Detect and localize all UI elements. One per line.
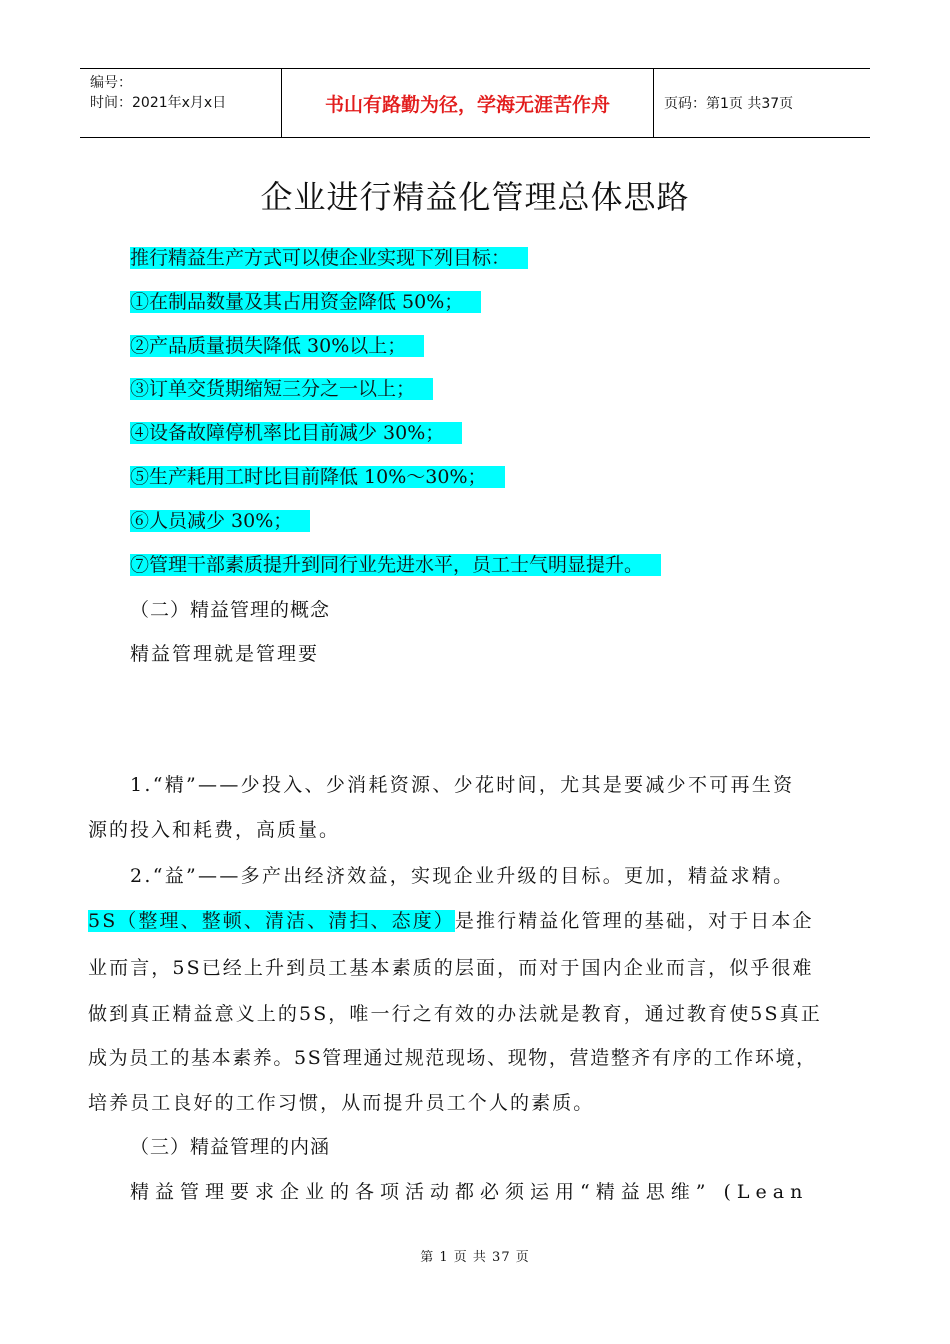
goal-item: ②产品质量损失降低 30%以上； [130, 332, 661, 361]
goal-item: 推行精益生产方式可以使企业实现下列目标： [130, 244, 661, 273]
page-header [80, 68, 870, 138]
highlighted-text: 5S（整理、整顿、清洁、清扫、态度） [88, 910, 455, 932]
paragraph-line: 培养员工良好的工作习惯，从而提升员工个人的素质。 [88, 1092, 595, 1114]
paragraph-line: 做到真正精益意义上的5S，唯一行之有效的办法就是教育，通过教育使5S真正 [88, 1003, 822, 1025]
header-left-cell [80, 69, 282, 137]
section2-heading: （二）精益管理的概念 [130, 599, 331, 621]
goal-item: ⑤生产耗用工时比目前降低 10%～30%； [130, 463, 661, 492]
paragraph-line: 成为员工的基本素养。5S管理通过规范现场、现物，营造整齐有序的工作环境， [88, 1047, 817, 1069]
page-footer: 第 1 页 共 37 页 [420, 1250, 530, 1265]
section3-heading: （三）精益管理的内涵 [130, 1136, 331, 1158]
concept-intro: 精益管理就是管理要 [130, 643, 320, 665]
paragraph-line: 源的投入和耗费，高质量。 [88, 819, 341, 841]
goals-list [130, 244, 661, 594]
number-label: 编号： [90, 75, 132, 91]
paragraph-line: 1.“精”——少投入、少消耗资源、少花时间，尤其是要减少不可再生资 [130, 774, 795, 796]
goal-item: ④设备故障停机率比目前减少 30%； [130, 419, 661, 448]
goal-item: ①在制品数量及其占用资金降低 50%； [130, 288, 661, 317]
paragraph-line: 2.“益”——多产出经济效益，实现企业升级的目标。更加，精益求精。 [130, 865, 795, 887]
time-label: 时间：2021年x月x日 [90, 95, 227, 111]
motto: 书山有路勤为径，学海无涯苦作舟 [282, 69, 654, 137]
paragraph-line: 业而言，5S已经上升到员工基本素质的层面，而对于国内企业而言，似乎很难 [88, 957, 814, 979]
paragraph-line: 5S（整理、整顿、清洁、清扫、态度）是推行精益化管理的基础，对于日本企 [88, 910, 814, 932]
goal-item: ⑥人员减少 30%； [130, 507, 661, 536]
goal-item: ⑦管理干部素质提升到同行业先进水平，员工士气明显提升。 [130, 551, 661, 580]
goal-item: ③订单交货期缩短三分之一以上； [130, 375, 661, 404]
page-info: 页码：第1页 共37页 [664, 96, 794, 112]
paragraph-line: 精益管理要求企业的各项活动都必须运用“精益思维” (Lean [130, 1181, 809, 1203]
document-title: 企业进行精益化管理总体思路 [260, 178, 690, 216]
